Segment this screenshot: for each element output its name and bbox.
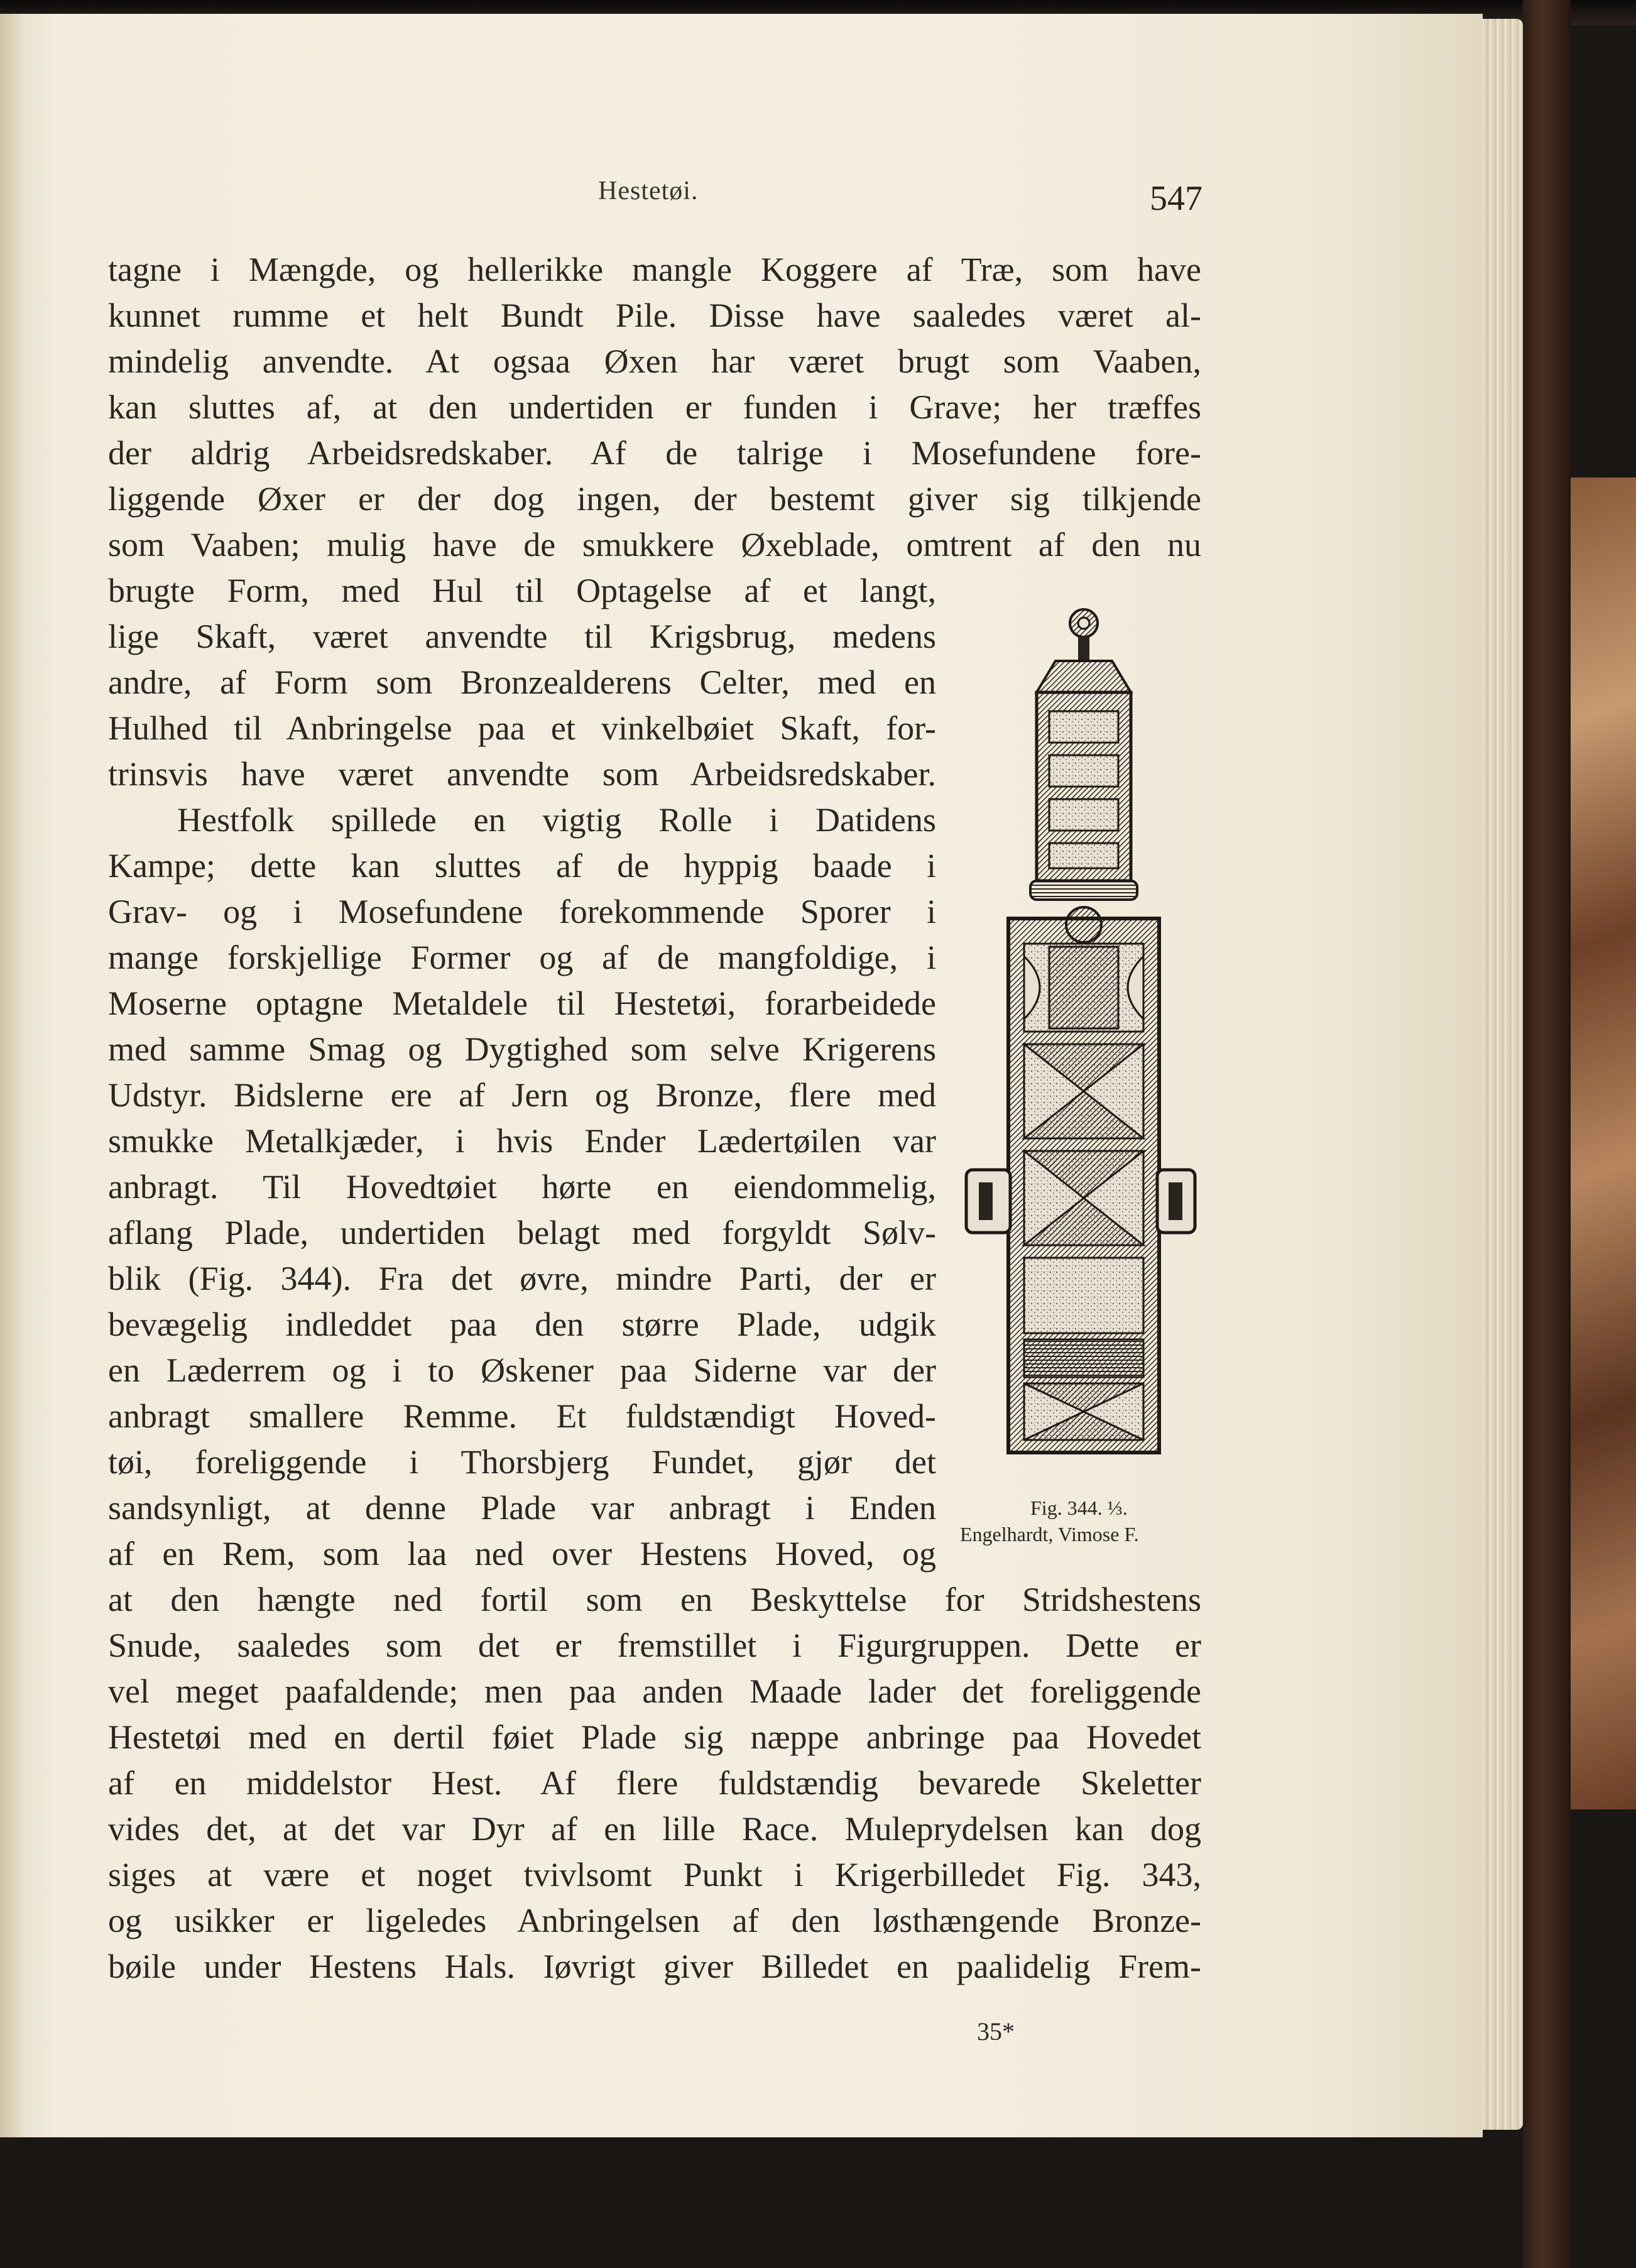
text-line: andre, af Form som Bronzealderens Celter, med en (108, 663, 936, 701)
text-line: Hestfolk spillede en vigtig Rolle i Datidens (177, 801, 936, 839)
text-line: bevægelig indleddet paa den større Plade, udgik (108, 1306, 936, 1343)
figure-caption-source: Engelhardt, Vimose F. (960, 1523, 1139, 1546)
text-line: Snude, saaledes som det er fremstillet i Figurgruppen. Dette er (108, 1627, 1201, 1664)
text-line: lige Skaft, været anvendte til Krigsbrug, medens (108, 618, 936, 655)
text-line: sandsynligt, at denne Plade var anbragt i Enden (108, 1489, 936, 1527)
text-line: brugte Form, med Hul til Optagelse af et langt, (108, 572, 936, 609)
text-line: vides det, at det var Dyr af en lille Race. Muleprydelsen kan dog (108, 1810, 1201, 1848)
text-line: siges at være et noget tvivlsomt Punkt i Krigerbilledet Fig. 343, (108, 1856, 1201, 1894)
page-number: 547 (1150, 179, 1202, 218)
text-line: der aldrig Arbeidsredskaber. Af de talrige i Mosefundene fore- (108, 434, 1201, 472)
text-line: Grav- og i Mosefundene forekommende Sporer i (108, 893, 936, 930)
book-page (0, 14, 1483, 2137)
book-cover-edge (1523, 0, 1571, 2268)
marbled-endpaper (1571, 477, 1636, 1809)
figure-caption-number: Fig. 344. ⅓. (1030, 1497, 1128, 1519)
text-line: som Vaaben; mulig have de smukkere Øxeblade, omtrent af den nu (108, 526, 1201, 564)
running-head: Hestetøi. (598, 177, 699, 205)
text-line: af en Rem, som laa ned over Hestens Hoved, og (108, 1535, 936, 1573)
bridle-plate-figure (961, 604, 1200, 1484)
text-line: en Læderrem og i to Øskener paa Siderne var der (108, 1351, 936, 1389)
text-line: af en middelstor Hest. Af flere fuldstændig bevarede Skeletter (108, 1764, 1201, 1802)
text-line: smukke Metalkjæder, i hvis Ender Lædertøilen var (108, 1122, 936, 1160)
signature-mark: 35* (977, 2017, 1015, 2046)
gutter (0, 14, 25, 2137)
text-line: tagne i Mængde, og hellerikke mangle Koggere af Træ, som have (108, 251, 1201, 288)
text-line: anbragt. Til Hovedtøiet hørte en eiendommelig, (108, 1168, 936, 1206)
text-line: aflang Plade, undertiden belagt med forgyldt Sølv- (108, 1214, 936, 1251)
text-line: Hulhed til Anbringelse paa et vinkelbøiet Skaft, for- (108, 709, 936, 747)
text-line: og usikker er ligeledes Anbringelsen af den løsthængende Bronze- (108, 1902, 1201, 1939)
text-line: trinsvis have været anvendte som Arbeidsredskaber. (108, 755, 936, 793)
text-line: Moserne optagne Metaldele til Hestetøi, forarbeidede (108, 984, 936, 1022)
text-line: anbragt smallere Remme. Et fuldstændigt Hoved- (108, 1397, 936, 1435)
text-line: Udstyr. Bidslerne ere af Jern og Bronze, flere med (108, 1076, 936, 1114)
text-line: blik (Fig. 344). Fra det øvre, mindre Parti, der er (108, 1260, 936, 1297)
text-line: liggende Øxer er der dog ingen, der bestemt giver sig tilkjende (108, 480, 1201, 518)
text-line: mindelig anvendte. At ogsaa Øxen har været brugt som Vaaben, (108, 342, 1201, 380)
text-line: kunnet rumme et helt Bundt Pile. Disse have saaledes været al- (108, 297, 1201, 334)
text-line: at den hængte ned fortil som en Beskyttelse for Stridshestens (108, 1581, 1201, 1618)
text-line: tøi, foreliggende i Thorsbjerg Fundet, gjør det (108, 1443, 936, 1481)
text-line: Hestetøi med en dertil føiet Plade sig næppe anbringe paa Hovedet (108, 1718, 1201, 1756)
text-line: mange forskjellige Former og af de mangfoldige, i (108, 939, 936, 976)
text-line: kan sluttes af, at den undertiden er funden i Grave; her træffes (108, 388, 1201, 426)
text-line: vel meget paafaldende; men paa anden Maade lader det foreliggende (108, 1672, 1201, 1710)
text-line: Kampe; dette kan sluttes af de hyppig baade i (108, 847, 936, 885)
text-line: bøile under Hestens Hals. Iøvrigt giver Billedet en paalidelig Frem- (108, 1948, 1201, 1985)
text-line: med samme Smag og Dygtighed som selve Krigerens (108, 1030, 936, 1068)
